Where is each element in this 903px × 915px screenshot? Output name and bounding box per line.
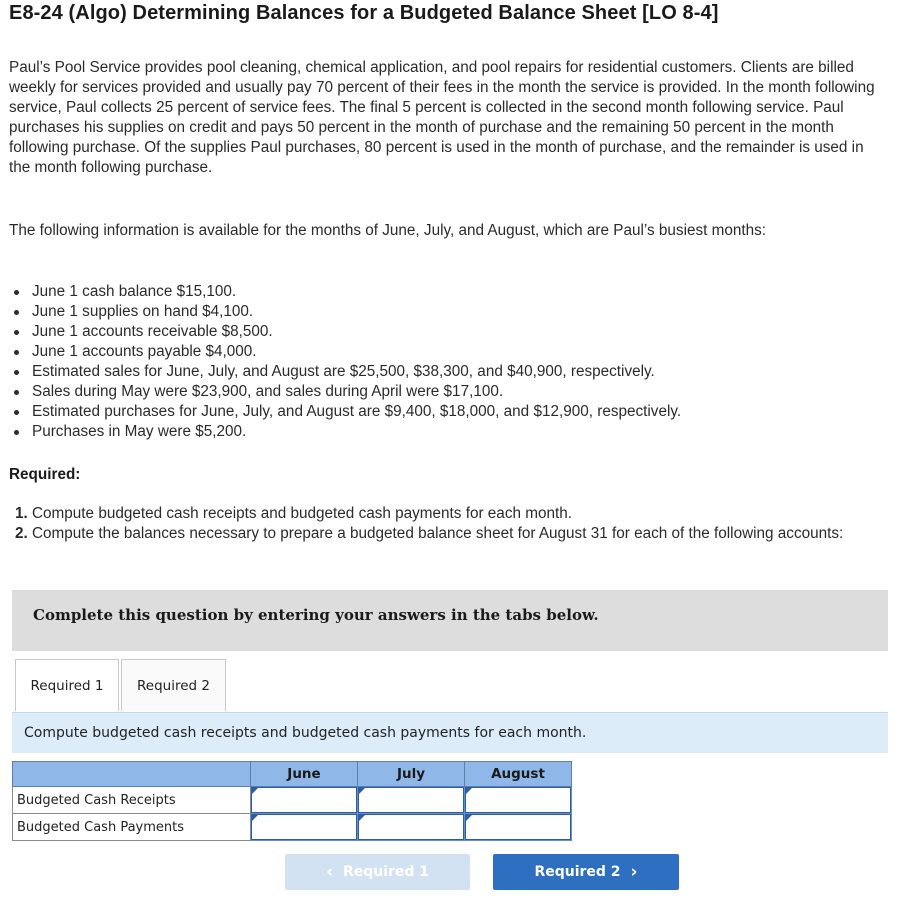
- table-header-row: [13, 762, 572, 787]
- tab-required-2[interactable]: Required 2: [121, 659, 226, 711]
- payments-june-input[interactable]: [251, 814, 357, 840]
- next-required-button[interactable]: [493, 854, 679, 890]
- payments-july-input[interactable]: [358, 814, 464, 840]
- cell-receipts-june: [251, 787, 358, 814]
- list-item: June 1 accounts payable $4,000.: [9, 342, 681, 362]
- column-header-august: August: [465, 762, 572, 787]
- banner-text: Complete this question by entering your answers in the tabs below.: [33, 606, 599, 624]
- page-title: E8-24 (Algo) Determining Balances for a Budgeted Balance Sheet [LO 8-4]: [9, 2, 719, 24]
- requirement-number: 1.: [15, 505, 28, 522]
- list-item: June 1 accounts receivable $8,500.: [9, 322, 681, 342]
- requirement-item: [9, 504, 869, 524]
- chevron-right-icon: ›: [630, 861, 638, 882]
- list-item: Purchases in May were $5,200.: [9, 422, 681, 442]
- requirement-text: Compute budgeted cash receipts and budgeted cash payments for each month.: [32, 505, 572, 522]
- cell-receipts-august: [465, 787, 572, 814]
- prev-button-label: Required 1: [342, 864, 430, 880]
- row-label-cash-payments: Budgeted Cash Payments: [13, 814, 251, 841]
- column-header-june: June: [251, 762, 358, 787]
- chevron-left-icon: ‹: [325, 861, 333, 882]
- receipts-july-input[interactable]: [358, 787, 464, 813]
- receipts-june-input[interactable]: [251, 787, 357, 813]
- next-button-label: Required 2: [534, 864, 621, 880]
- list-item: Sales during May were $23,900, and sales during April were $17,100.: [9, 382, 681, 402]
- list-item: June 1 supplies on hand $4,100.: [9, 302, 681, 322]
- cell-payments-july: [358, 814, 465, 841]
- tab-instruction-text: Compute budgeted cash receipts and budgeted cash payments for each month.: [24, 725, 587, 741]
- cell-payments-june: [251, 814, 358, 841]
- tab-required-1[interactable]: Required 1: [15, 659, 119, 711]
- cell-payments-august: [465, 814, 572, 841]
- requirement-item: [9, 524, 869, 544]
- payments-august-input[interactable]: [465, 814, 571, 840]
- prev-required-button[interactable]: [285, 854, 470, 890]
- receipts-august-input[interactable]: [465, 787, 571, 813]
- table-row: [13, 814, 572, 841]
- tab-instruction-bar: [12, 712, 888, 753]
- cell-receipts-july: [358, 787, 465, 814]
- list-item: Estimated purchases for June, July, and August are $9,400, $18,000, and $12,900, respectively.: [9, 402, 681, 422]
- table-row: [13, 787, 572, 814]
- list-item: Estimated sales for June, July, and August are $25,500, $38,300, and $40,900, respectively.: [9, 362, 681, 382]
- header-blank: [13, 762, 251, 787]
- requirements-list: [9, 504, 869, 544]
- column-header-july: July: [358, 762, 465, 787]
- requirement-text: Compute the balances necessary to prepare a budgeted balance sheet for August 31 for each of the following accounts:: [32, 525, 844, 542]
- required-heading: Required:: [9, 466, 81, 483]
- instructions-banner: [12, 590, 888, 651]
- requirement-number: 2.: [15, 525, 28, 542]
- row-label-cash-receipts: Budgeted Cash Receipts: [13, 787, 251, 814]
- list-item: June 1 cash balance $15,100.: [9, 282, 681, 302]
- answer-table: [12, 761, 572, 841]
- given-information-list: [9, 282, 681, 442]
- info-lead: The following information is available for the months of June, July, and August, which are Paul’s busiest months:: [9, 222, 767, 239]
- problem-description: Paul’s Pool Service provides pool cleaning, chemical application, and pool repairs for residential customers. Clients are billed weekly for services provided and usually pay 70 percent of their fees in the month the service is provided. In the month following service, Paul collects 25 percent of service fees. The final 5 percent is collected in the second month following service. Paul purchases his supplies on credit and pays 50 percent in the month of purchase and the remaining 50 percent in the month following purchase. Of the supplies Paul purchases, 80 percent is used in the month of purchase, and the remainder is used in the month following purchase.: [9, 59, 875, 176]
